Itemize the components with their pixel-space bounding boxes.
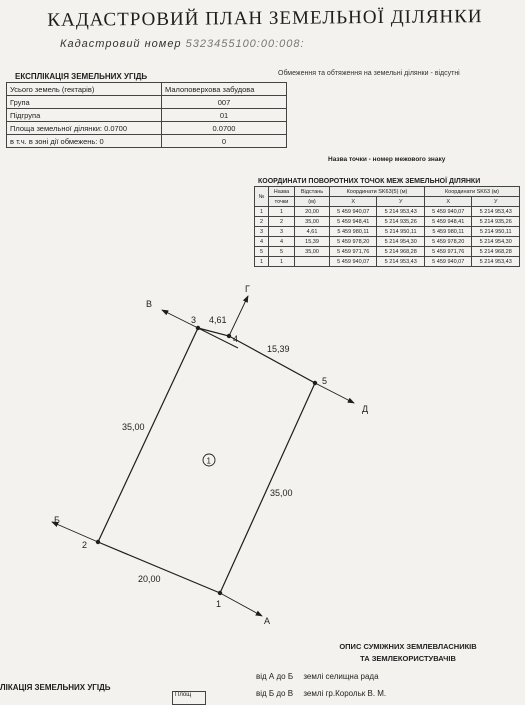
table-cell: 5 214 953,43 xyxy=(472,207,520,217)
table-cell: 0 xyxy=(162,135,287,148)
table-cell: 5 459 971,76 xyxy=(329,247,377,257)
table-cell: 3 xyxy=(268,227,294,237)
neighbor-owner: землі селищна рада xyxy=(303,672,379,681)
table-cell: 5 459 948,41 xyxy=(424,217,472,227)
distance-label-3-4: 4,61 xyxy=(209,315,227,325)
table-cell: 5 214 968,28 xyxy=(472,247,520,257)
table-cell: Усього земель (гектарів) xyxy=(7,83,162,96)
direction-label-a: А xyxy=(264,616,271,626)
vertex-marker-3 xyxy=(196,326,200,330)
table-cell: 007 xyxy=(162,96,287,109)
direction-arrow-b xyxy=(52,522,98,542)
neighbor-range: від Б до В xyxy=(256,689,294,698)
table-cell: 5 214 950,11 xyxy=(377,227,425,237)
table-cell: 5 459 978,20 xyxy=(424,237,472,247)
vertex-marker-2 xyxy=(96,540,100,544)
distance-label-5-1: 35,00 xyxy=(270,488,293,498)
vertex-label-2: 2 xyxy=(82,540,88,550)
table-cell: 1 xyxy=(268,257,294,267)
table-cell: 5 xyxy=(255,247,269,257)
table-cell: 5 214 953,43 xyxy=(472,257,520,267)
table-cell: 35,00 xyxy=(295,247,330,257)
header-sk63: Координати SK63 (м) xyxy=(424,187,519,197)
table-cell: 5 459 940,07 xyxy=(329,207,377,217)
direction-label-v: В xyxy=(146,299,153,309)
direction-label-d: Д xyxy=(362,404,369,414)
direction-label-h: Г xyxy=(245,284,250,294)
table-cell: 5 214 954,30 xyxy=(377,237,425,247)
bottom-section-title: ЛІКАЦІЯ ЗЕМЕЛЬНИХ УГІДЬ xyxy=(0,683,111,692)
table-cell: 2 xyxy=(255,217,269,227)
cadastral-label: Кадастровий номер xyxy=(60,38,182,50)
header-y: У xyxy=(377,197,425,207)
table-cell: 1 xyxy=(268,207,294,217)
table-cell: 5 459 980,11 xyxy=(424,227,472,237)
neighbor-range: від А до Б xyxy=(256,672,294,681)
parcel-number: 1 xyxy=(206,456,211,466)
direction-arrow-a xyxy=(220,593,262,616)
distance-label-2-3: 35,00 xyxy=(122,422,145,432)
restrictions-note: Обмеження та обтяження на земельні ділянки - відсутні xyxy=(278,70,460,77)
table-cell: 5 xyxy=(268,247,294,257)
explication-title: ЕКСПЛІКАЦІЯ ЗЕМЕЛЬНИХ УГІДЬ xyxy=(15,72,148,81)
table-cell: Підгрупа xyxy=(7,109,162,122)
table-cell: 5 459 978,20 xyxy=(329,237,377,247)
distance-label-4-5: 15,39 xyxy=(267,344,290,354)
header-num: № xyxy=(255,187,269,207)
header-sk63-5: Координати SK63(5) (м) xyxy=(329,187,424,197)
neighbors-title-line1: ОПИС СУМІЖНИХ ЗЕМЛЕВЛАСНИКІВ xyxy=(339,642,477,651)
table-cell: 5 459 940,07 xyxy=(424,207,472,217)
table-cell: 5 459 940,07 xyxy=(424,257,472,267)
neighbor-owner: землі гр.Корольк В. М. xyxy=(303,689,387,698)
header-distance-unit: (м) xyxy=(295,197,330,207)
header-point-name-2: точки xyxy=(268,197,294,207)
table-cell: Група xyxy=(7,96,162,109)
vertex-marker-4 xyxy=(227,334,231,338)
vertex-label-4: 4 xyxy=(233,334,239,344)
coordinates-title: КООРДИНАТИ ПОВОРОТНИХ ТОЧОК МЕЖ ЗЕМЕЛЬНОЇ ДІЛЯНКИ xyxy=(258,178,481,185)
table-cell: 5 214 953,43 xyxy=(377,207,425,217)
table-cell: 01 xyxy=(162,109,287,122)
table-cell: 5 459 948,41 xyxy=(329,217,377,227)
table-cell: 3 xyxy=(255,227,269,237)
table-cell: 1 xyxy=(255,207,269,217)
table-cell: 4,61 xyxy=(295,227,330,237)
distance-label-1-2: 20,00 xyxy=(138,574,161,584)
table-cell: в т.ч. в зоні дії обмежень: 0 xyxy=(7,135,162,148)
table-cell: 5 214 954,30 xyxy=(472,237,520,247)
table-cell: 5 459 971,76 xyxy=(424,247,472,257)
table-cell: 4 xyxy=(268,237,294,247)
vertex-marker-5 xyxy=(313,381,317,385)
table-cell: 5 459 980,11 xyxy=(329,227,377,237)
header-point-name: Назва xyxy=(268,187,294,197)
table-cell: 5 459 940,07 xyxy=(329,257,377,267)
table-cell: 5 214 935,26 xyxy=(472,217,520,227)
vertex-marker-1 xyxy=(218,591,222,595)
bottom-table-cell: Площ xyxy=(172,691,206,705)
vertex-label-5: 5 xyxy=(322,376,328,386)
table-cell: Площа земельної ділянки: 0.0700 xyxy=(7,122,162,135)
table-cell: 15,39 xyxy=(295,237,330,247)
neighbors-title xyxy=(318,641,498,665)
neighbor-row xyxy=(256,689,386,698)
direction-label-b: Б xyxy=(54,515,60,525)
marker-note: Назва точки - номер межового знаку xyxy=(328,156,446,163)
table-cell: 4 xyxy=(255,237,269,247)
direction-arrow-d xyxy=(315,383,354,403)
table-cell: 5 214 935,26 xyxy=(377,217,425,227)
direction-arrow-h xyxy=(229,296,248,336)
table-cell: 5 214 950,11 xyxy=(472,227,520,237)
table-cell: 2 xyxy=(268,217,294,227)
vertex-label-1: 1 xyxy=(216,599,222,609)
table-cell: 5 214 968,28 xyxy=(377,247,425,257)
header-distance: Відстань xyxy=(295,187,330,197)
vertex-label-3: 3 xyxy=(191,315,197,325)
table-cell: 1 xyxy=(255,257,269,267)
header-x: X xyxy=(329,197,377,207)
page-title: КАДАСТРОВИЙ ПЛАН ЗЕМЕЛЬНОЇ ДІЛЯНКИ xyxy=(47,6,483,31)
neighbors-title-line2: ТА ЗЕМЛЕКОРИСТУВАЧІВ xyxy=(360,654,456,663)
neighbor-row xyxy=(256,672,379,681)
table-cell: 0.0700 xyxy=(162,122,287,135)
header-y: У xyxy=(472,197,520,207)
table-cell: 5 214 953,43 xyxy=(377,257,425,267)
table-cell: Малоповерхова забудова xyxy=(162,83,287,96)
header-x: X xyxy=(424,197,472,207)
table-cell: 20,00 xyxy=(295,207,330,217)
table-cell: 35,00 xyxy=(295,217,330,227)
cadastral-value: 5323455100:00:008: xyxy=(185,38,305,50)
